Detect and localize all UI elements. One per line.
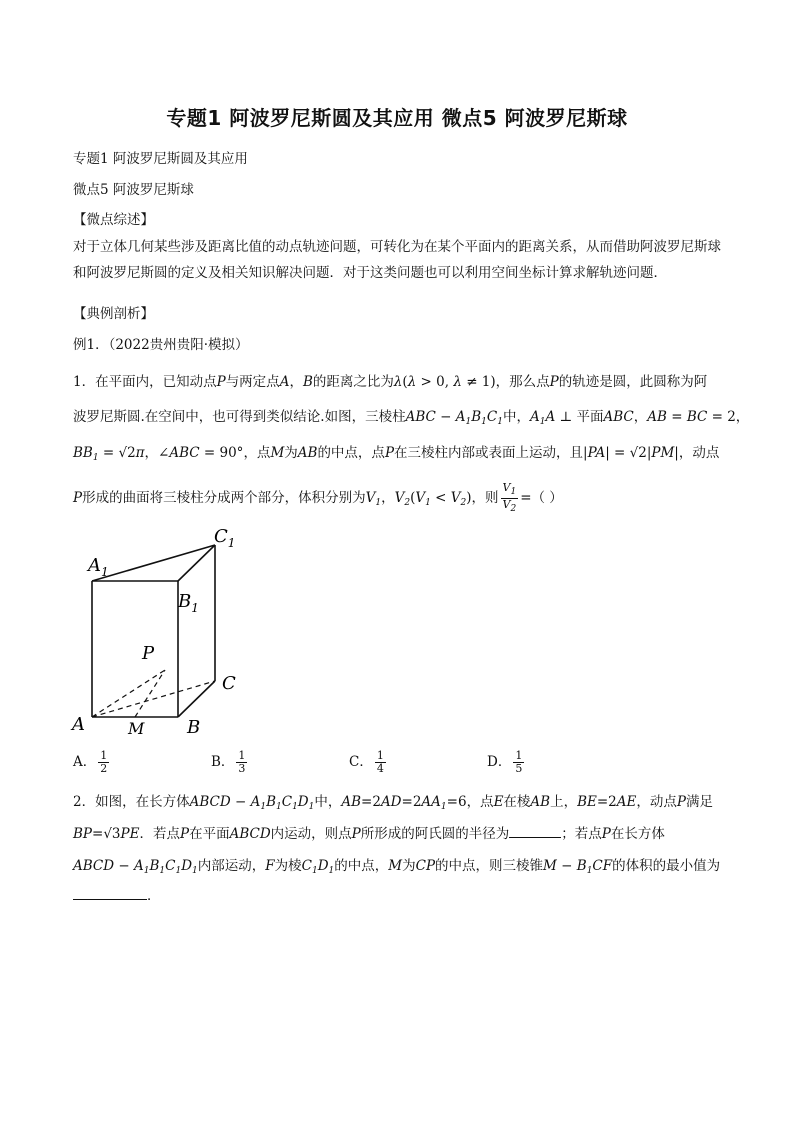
answer-blank-volume[interactable] [73, 885, 147, 900]
segment-m-p [135, 670, 165, 717]
label-a: A [72, 714, 85, 735]
overview-heading: 【微点综述】 [73, 212, 154, 228]
prism-figure [70, 518, 250, 740]
option-a[interactable]: A． $\frac{1}{2}$ [73, 749, 108, 775]
segment-a-p [92, 670, 165, 717]
question-1-line-4: P形成的曲面将三棱柱分成两个部分，体积分别为$V_1$，$V_2(V_1 < V_2)$，则 $\frac{V_1}{V_2}$ =（ ） [73, 481, 563, 514]
question-1-line-3: $BB_1 = √2\pi$，∠ABC = 90°，点M为AB的中点，点P在三棱柱内部或表面上运动，且|PA| = √2|PM|，动点 [73, 445, 720, 463]
topic-line: 专题1 阿波罗尼斯圆及其应用 [73, 151, 248, 167]
question-2-line-3: ABCD − $A_1B_1C_1D_1$内部运动，F为棱$C_1D_1$的中点，M为CP的中点，则三棱锥$M - B_1CF$的体积的最小值为 [73, 858, 721, 876]
question-2-line-2: BP=√3PE．若点P在平面ABCD内运动，则点P所形成的阿氏圆的半径为 ；若点P在长方体 [73, 822, 665, 842]
question-1-line-1: 1．在平面内，已知动点P与两定点A，B的距离之比为λ(λ > 0, λ ≠ 1)，那么点P的轨迹是圆，此圆称为阿 [73, 374, 708, 390]
answer-blank-radius[interactable] [509, 823, 561, 838]
label-m: M [128, 719, 145, 738]
label-p: P [142, 643, 155, 664]
label-a1: $A_1$ [88, 555, 109, 579]
option-d[interactable]: D． $\frac{1}{5}$ [487, 749, 523, 775]
question-1-line-2: 波罗尼斯圆.在空间中，也可得到类似结论.如图，三棱柱ABC − $A_1B_1C_1$中，$A_1A$ ⊥ 平面ABC，AB = BC = 2， [73, 409, 750, 427]
examples-heading: 【典例剖析】 [73, 306, 154, 322]
question-2-line-1: 2．如图，在长方体ABCD − $A_1B_1C_1D_1$中，$AB=2AD=2AA_1=6$，点E在棱AB上，BE=2AE，动点P满足 [73, 794, 713, 812]
label-b1: $B_1$ [178, 591, 199, 615]
option-c[interactable]: C． $\frac{1}{4}$ [349, 749, 384, 775]
subtopic-line: 微点5 阿波罗尼斯球 [73, 182, 194, 198]
page-title: 专题1 阿波罗尼斯圆及其应用 微点5 阿波罗尼斯球 [166, 106, 628, 130]
question-2-line-4: ． [73, 884, 161, 904]
example-1-label: 例1．（2022贵州贵阳·模拟） [73, 337, 249, 353]
label-c: C [222, 673, 236, 694]
label-c1: $C_1$ [214, 526, 236, 550]
label-b: B [187, 717, 201, 738]
overview-text: 对于立体几何某些涉及距离比值的动点轨迹问题，可转化为在某个平面内的距离关系，从而借助阿波罗尼斯球和阿波罗尼斯圆的定义及相关知识解决问题．对于这类问题也可以利用空间坐标计算求解轨迹问题． [73, 239, 721, 281]
option-b[interactable]: B． $\frac{1}{3}$ [211, 749, 246, 775]
